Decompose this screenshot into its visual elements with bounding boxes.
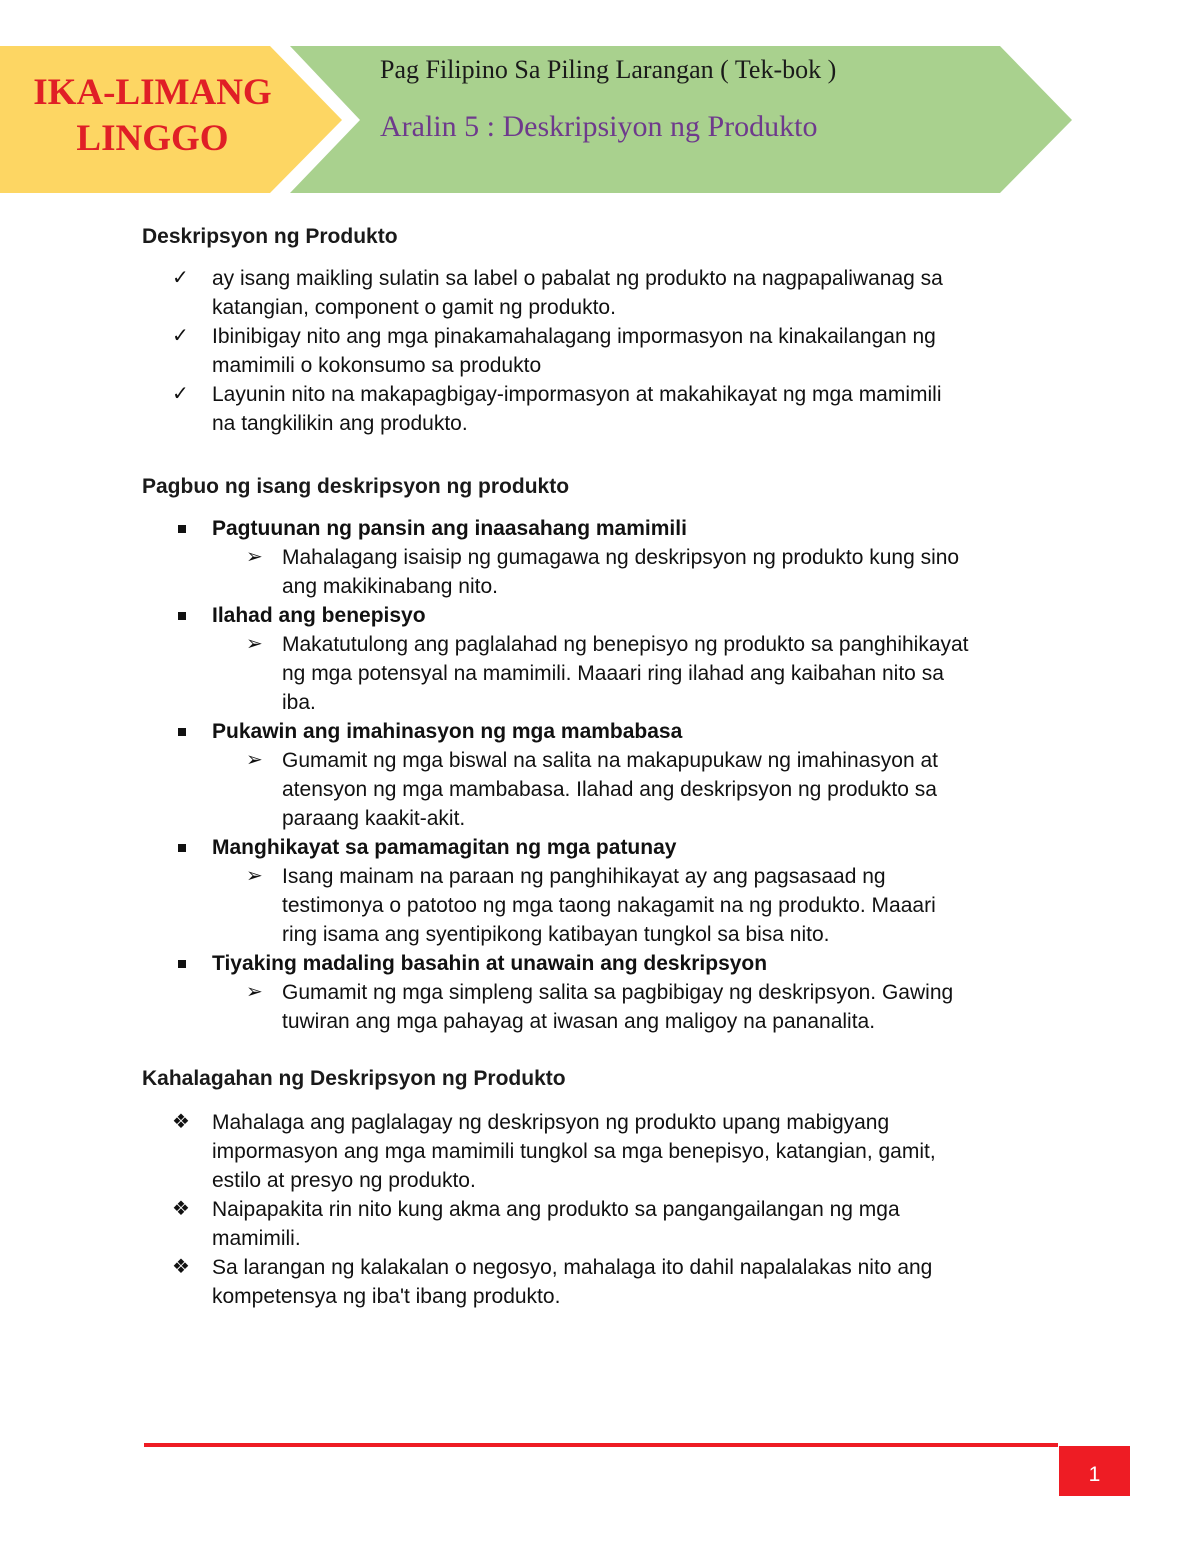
step-title: Pagtuunan ng pansin ang inaasahang mamimili (212, 517, 687, 540)
step-title: Pukawin ang imahinasyon ng mga mambabasa (212, 720, 683, 743)
step-detail: ➢ Makatutulong ang paglalahad ng benepisyo ng produkto sa panghihikayat ng mga potensyal na mamimili. Maaari ring ilahad ang kaibahan nito sa iba. (212, 630, 1072, 717)
section-steps-title: Pagbuo ng isang deskripsyon ng produkto (142, 475, 570, 498)
step-title: Tiyaking madaling basahin at unawain ang deskripsyon (212, 952, 768, 975)
list-item: ✓ Layunin nito na makapagbigay-impormasyon at makahikayat ng mga mamimili na tangkilikin ang produkto. (142, 380, 1072, 438)
arrow-bullet-icon: ➢ (246, 981, 263, 1003)
step-detail: ➢ Isang mainam na paraan ng panghihikayat ay ang pagsasaad ng testimonya o patotoo ng mga taong nakagamit na ng produkto. Maaari ring isama ang syentipikong katibayan tungkol sa bisa nito. (212, 862, 1072, 949)
arrow-bullet-icon: ➢ (246, 865, 263, 887)
checkmark-icon: ✓ (172, 267, 189, 289)
footer-divider (144, 1443, 1058, 1447)
lesson-title: Aralin 5 : Deskripsiyon ng Produkto (380, 110, 818, 143)
square-bullet-icon (178, 612, 186, 620)
importance-list (142, 1108, 1072, 1311)
list-item: ❖ Sa larangan ng kalakalan o negosyo, mahalaga ito dahil napalalakas nito ang kompetensya ng iba't ibang produkto. (142, 1253, 1072, 1311)
arrow-bullet-icon: ➢ (246, 633, 263, 655)
square-bullet-icon (178, 525, 186, 533)
step-item (142, 717, 1072, 833)
step-title: Manghikayat sa pamamagitan ng mga patunay (212, 836, 677, 859)
checkmark-icon: ✓ (172, 325, 189, 347)
week-title-line2: LINGGO (76, 118, 229, 159)
week-title (20, 70, 285, 162)
step-item (142, 949, 1072, 1036)
diamond-bullet-icon: ❖ (172, 1256, 190, 1278)
step-item (142, 833, 1072, 949)
step-detail: ➢ Gumamit ng mga simpleng salita sa pagbibigay ng deskripsyon. Gawing tuwiran ang mga pahayag at iwasan ang maligoy na pananalita. (212, 978, 1072, 1036)
checkmark-icon: ✓ (172, 383, 189, 405)
square-bullet-icon (178, 728, 186, 736)
week-title-line1: IKA-LIMANG (33, 72, 272, 113)
step-title: Ilahad ang benepisyo (212, 604, 426, 627)
step-item (142, 601, 1072, 717)
diamond-bullet-icon: ❖ (172, 1111, 190, 1133)
list-item: ❖ Naipapakita rin nito kung akma ang produkto sa pangangailangan ng mga mamimili. (142, 1195, 1072, 1253)
page-number: 1 (1059, 1446, 1130, 1496)
steps-list (142, 514, 1072, 1036)
arrow-bullet-icon: ➢ (246, 749, 263, 771)
step-detail: ➢ Mahalagang isaisip ng gumagawa ng deskripsyon ng produkto kung sino ang makikinabang nito. (212, 543, 1072, 601)
square-bullet-icon (178, 960, 186, 968)
list-item: ✓ ay isang maikling sulatin sa label o pabalat ng produkto na nagpapaliwanag sa katangian, component o gamit ng produkto. (142, 264, 1072, 322)
section-importance-title: Kahalagahan ng Deskripsyon ng Produkto (142, 1067, 566, 1090)
list-item: ✓ Ibinibigay nito ang mga pinakamahalagang impormasyon na kinakailangan ng mamimili o kokonsumo sa produkto (142, 322, 1072, 380)
step-detail: ➢ Gumamit ng mga biswal na salita na makapupukaw ng imahinasyon at atensyon ng mga mambabasa. Ilahad ang deskripsyon ng produkto sa paraang kaakit-akit. (212, 746, 1072, 833)
document-body (142, 222, 1072, 1311)
arrow-bullet-icon: ➢ (246, 546, 263, 568)
diamond-bullet-icon: ❖ (172, 1198, 190, 1220)
square-bullet-icon (178, 844, 186, 852)
list-item: ❖ Mahalaga ang paglalagay ng deskripsyon ng produkto upang mabigyang impormasyon ang mga mamimili tungkol sa mga benepisyo, katangian, gamit, estilo at presyo ng produkto. (142, 1108, 1072, 1195)
step-item (142, 514, 1072, 601)
subject-title: Pag Filipino Sa Piling Larangan ( Tek-bok ) (380, 55, 837, 84)
lesson-banner (0, 0, 1200, 200)
definition-list (142, 264, 1072, 438)
section-definition-title: Deskripsyon ng Produkto (142, 225, 398, 248)
